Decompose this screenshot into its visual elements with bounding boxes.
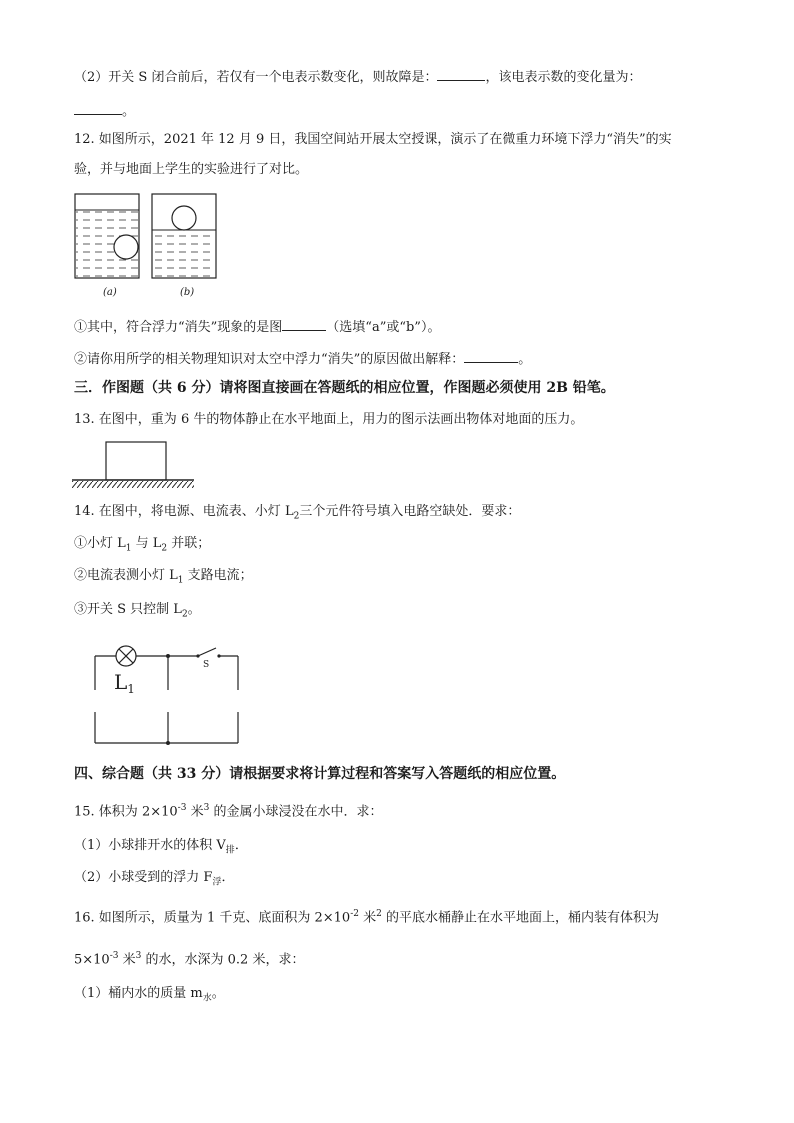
q11-part2-text-b: ，该电表示数的变化量为： (485, 70, 642, 85)
lamp-symbol (116, 646, 136, 666)
fig-b-label: (b) (180, 287, 195, 298)
q12-stem-line2: 验，并与地面上学生的实验进行了对比。 (74, 162, 309, 177)
q13-stem: 13. 在图中，重为 6 牛的物体静止在水平地面上，用力的图示法画出物体对地面的压力。 (74, 412, 584, 427)
q16-p1-end: 。 (211, 986, 225, 1001)
q16-stem-c: 的平底水桶静止在水平地面上，桶内装有体积为 (381, 910, 659, 926)
q14-req1 (74, 534, 210, 559)
q14-stem-sub: 2 (293, 511, 300, 522)
q15-p2-sub: 浮 (212, 877, 222, 888)
q14-req3-sub: 2 (181, 609, 188, 620)
q16-part1 (74, 984, 225, 1009)
q15-part2 (74, 868, 234, 893)
ball-a (114, 235, 138, 259)
q14-req2 (74, 566, 253, 591)
q16-line2-b: 米 (118, 952, 136, 968)
junction-top (166, 654, 170, 658)
q15-stem-b: 米 (186, 804, 204, 820)
q15-stem (74, 798, 382, 822)
q16-line2-c: 的水，水深为 0.2 米，求： (141, 952, 305, 968)
q12-sub1-text-b: （选填“a”或“b”）。 (326, 320, 441, 335)
q15-stem-sup1: -3 (177, 803, 187, 813)
q14-req3-a: ③开关 S 只控制 L (74, 602, 182, 617)
ground-hatch (72, 481, 194, 488)
q11-part2-text-a: （2）开关 S 闭合前后，若仅有一个电表示数变化，则故障是： (74, 70, 438, 85)
q11-part2-line2 (74, 100, 135, 122)
q16-stem-a: 16. 如图所示，质量为 1 千克、底面积为 2×10 (74, 910, 351, 926)
switch-label: S (203, 660, 210, 670)
q11-change-blank[interactable] (74, 100, 122, 115)
q14-req2-a: ②电流表测小灯 L (74, 568, 178, 583)
q15-stem-sup2: 3 (203, 803, 210, 813)
q15-p1-text: （1）小球排开水的体积 V (74, 838, 226, 853)
fig-a-label: (a) (103, 287, 117, 298)
q16-line2-sup1: -3 (109, 951, 119, 961)
q11-fault-blank[interactable] (437, 66, 485, 81)
q15-p2-text: （2）小球受到的浮力 F (74, 870, 213, 885)
lamp-label-main: L (114, 670, 128, 694)
q14-req1-sub2: 2 (161, 543, 168, 554)
q15-stem-c: 的金属小球浸没在水中．求： (209, 804, 383, 820)
section4-heading: 四、综合题（共 33 分）请根据要求将计算过程和答案写入答题纸的相应位置。 (74, 766, 566, 782)
q14-req3-b: 。 (187, 602, 201, 617)
q14-req1-sub1: 1 (125, 543, 132, 554)
q12-sub2-line (74, 348, 531, 370)
q12-figure (70, 192, 230, 304)
q15-p2-end: ． (221, 870, 235, 885)
q15-part1 (74, 836, 248, 861)
q16-stem-b: 米 (358, 910, 377, 926)
q14-circuit (88, 640, 248, 750)
q15-p1-sub: 排 (225, 845, 235, 856)
q16-stem-sup1: -2 (350, 909, 359, 919)
q11-part2-line (74, 66, 641, 88)
q11-part2-end: 。 (122, 104, 136, 119)
q12-sub1-text-a: ①其中，符合浮力“消失”现象的是图 (74, 320, 283, 335)
q15-stem-a: 15. 体积为 2×10 (74, 804, 178, 820)
switch-contact-right (217, 654, 220, 657)
q16-p1-sub: 水 (202, 993, 212, 1004)
q12-sub1-line (74, 316, 440, 338)
q16-line2-sup2: 3 (135, 951, 142, 961)
block (106, 442, 166, 480)
beaker-b (152, 194, 216, 278)
ball-b (172, 206, 196, 230)
q12-sub2-text-a: ②请你用所学的相关物理知识对太空中浮力“消失”的原因做出解释： (74, 352, 465, 367)
q14-req3 (74, 600, 201, 625)
q14-req1-a: ①小灯 L (74, 536, 126, 551)
q16-stem-line2 (74, 946, 304, 970)
q14-req2-sub: 1 (177, 575, 184, 586)
q12-sub2-blank[interactable] (464, 348, 518, 363)
lamp-label (114, 670, 135, 696)
q12-sub2-text-b: 。 (518, 352, 532, 367)
q12-stem-line1: 12. 如图所示，2021 年 12 月 9 日，我国空间站开展太空授课，演示了在微重力环境下浮力“消失”的实 (74, 132, 672, 147)
switch-contact-left (196, 654, 199, 657)
beaker-a (75, 194, 139, 278)
q12-sub1-blank[interactable] (282, 316, 326, 331)
q16-line2-a: 5×10 (74, 952, 110, 968)
q14-req2-b: 支路电流； (183, 568, 253, 583)
lamp-label-sub: 1 (127, 682, 135, 696)
q15-p1-end: ． (234, 838, 248, 853)
junction-bottom (166, 741, 170, 745)
q13-figure (72, 440, 196, 492)
q14-stem-end: 三个元件符号填入电路空缺处．要求： (299, 504, 521, 519)
q16-stem-sup2: 2 (376, 909, 382, 919)
q14-req1-c: 并联； (167, 536, 211, 551)
q16-p1-text: （1）桶内水的质量 m (74, 986, 203, 1001)
q14-stem (74, 502, 520, 527)
q14-req1-b: 与 L (131, 536, 162, 551)
q16-stem-line1 (74, 904, 659, 928)
section3-heading: 三．作图题（共 6 分）请将图直接画在答题纸的相应位置，作图题必须使用 2B 铅笔。 (74, 380, 615, 396)
q14-stem-text: 14. 在图中，将电源、电流表、小灯 L (74, 504, 294, 519)
